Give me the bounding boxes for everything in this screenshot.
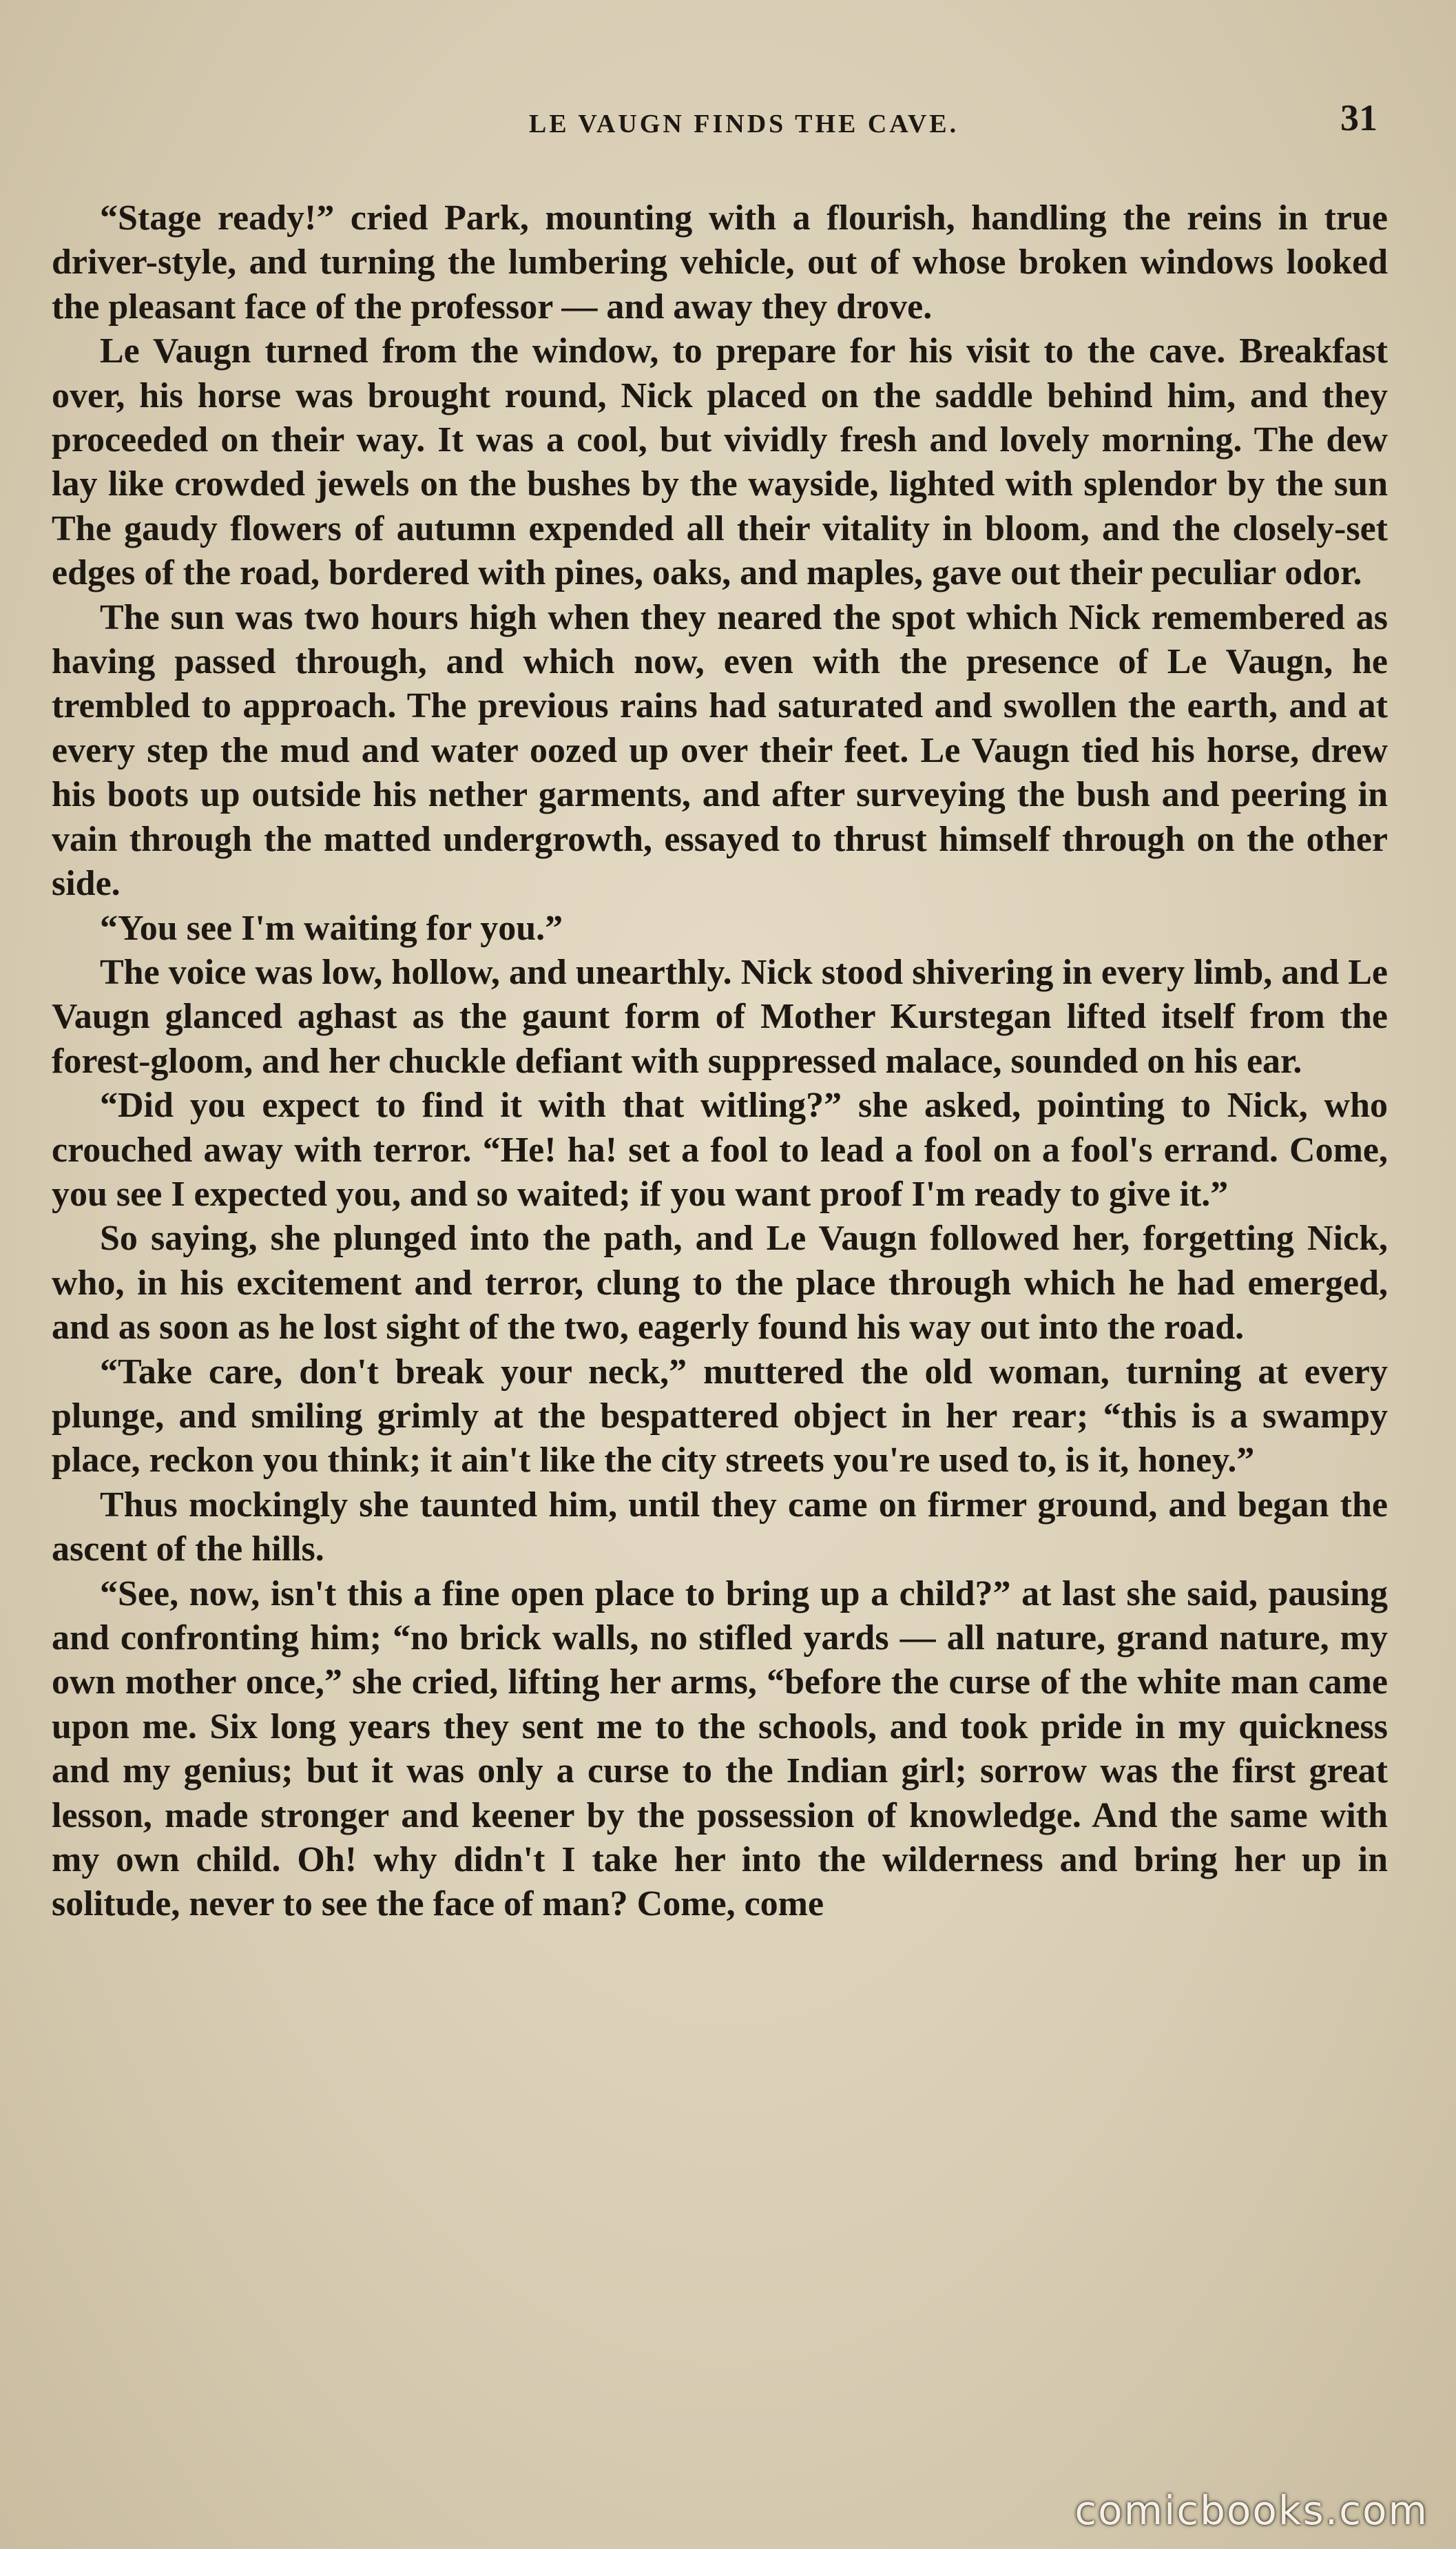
page-number: 31 bbox=[1340, 97, 1377, 138]
paragraph: “Take care, don't break your neck,” muttered the old woman, turning at every plunge, and smiling grimly at the bespattered object in her rear; “this is a swampy place, reckon you think; it ain't like the city streets you're used to, is it, honey.” bbox=[52, 1352, 1388, 1480]
paragraph: “Did you expect to find it with that witling?” she asked, pointing to Nick, who crouched away with terror. “He! ha! set a fool to lead a fool on a fool's errand. Come, you see I expected you, and so waited; if you want proof I'm ready to give it.” bbox=[52, 1086, 1388, 1214]
paragraph: “You see I'm waiting for you.” bbox=[100, 908, 563, 948]
paragraph: “Stage ready!” cried Park, mounting with a flourish, handling the reins in true driver-style, and turning the lumbering vehicle, out of whose broken windows looked the pleasant face of the professor — and away they drove. bbox=[52, 198, 1388, 327]
paragraph: The voice was low, hollow, and unearthly. Nick stood shivering in every limb, and Le Vaugn glanced aghast as the gaunt form of Mother Kurstegan lifted itself from the forest-gloom, and her chuckle defiant with suppressed malace, sounded on his ear. bbox=[52, 952, 1388, 1081]
page-header bbox=[96, 96, 1391, 152]
running-head: LE VAUGN FINDS THE CAVE. bbox=[528, 110, 959, 138]
paragraph: “See, now, isn't this a fine open place to bring up a child?” at last she said, pausing and confronting him; “no brick walls, no stifled yards — all nature, grand nature, my own mother once,” she cried, lifting her arms, “before the curse of the white man came upon me. Six long years they sent me to the schools, and took pride in my quickness and my genius; but it was only a curse to the Indian girl; sorrow was the first great lesson, made stronger and keener by the possession of knowledge. And the same with my own child. Oh! why didn't I take her into the wilderness and bring her up in solitude, never to see the face of man? Come, come bbox=[52, 1573, 1388, 1924]
paragraph: Thus mockingly she taunted him, until they came on firmer ground, and began the ascent of the hills. bbox=[52, 1485, 1388, 1569]
paragraph: Le Vaugn turned from the window, to prepare for his visit to the cave. Breakfast over, his horse was brought round, Nick placed on the saddle behind him, and they proceeded on their way. It was a cool, but vividly fresh and lovely morning. The dew lay like crowded jewels on the bushes by the wayside, lighted with splendor by the sun The gaudy flowers of autumn expended all their vitality in bloom, and the closely-set edges of the road, bordered with pines, oaks, and maples, gave out their peculiar odor. bbox=[52, 331, 1388, 593]
body-text bbox=[52, 196, 1388, 1927]
watermark-logo: comicbooks.com bbox=[1074, 2487, 1428, 2534]
paragraph: So saying, she plunged into the path, and Le Vaugn followed her, forgetting Nick, who, in his excitement and terror, clung to the place through which he had emerged, and as soon as he lost sight of the two, eagerly found his way out into the road. bbox=[52, 1219, 1388, 1348]
paragraph: The sun was two hours high when they neared the spot which Nick remembered as having passed through, and which now, even with the presence of Le Vaugn, he trembled to approach. The previous rains had saturated and swollen the earth, and at every step the mud and water oozed up over their feet. Le Vaugn tied his horse, drew his boots up outside his nether garments, and after surveying the bush and peering in vain through the matted undergrowth, essayed to thrust himself through on the other side. bbox=[52, 597, 1388, 904]
